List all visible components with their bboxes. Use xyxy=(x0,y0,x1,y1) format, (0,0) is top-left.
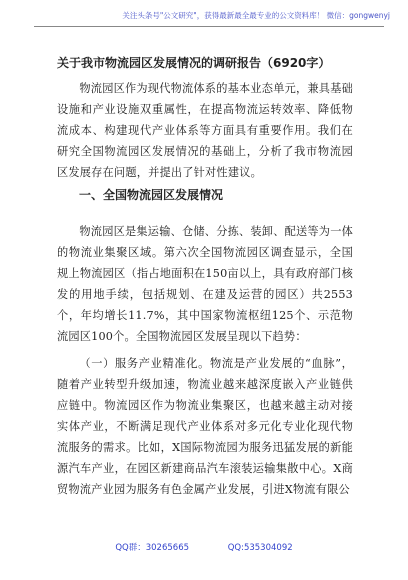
header-divider xyxy=(34,26,384,27)
header-banner: 关注头条号"公文研究"，获得最新最全最专业的公文资料库！ 微信：gongwenyj xyxy=(122,11,390,20)
body-paragraph-1: 物流园区是集运输、仓储、分拣、装卸、配送等为一体的物流业集聚区域。第六次全国物流园区调查显示，全国规上物流园区（指占地面积在150亩以上，具有政府部门核发的用地手续，包括规划、在建及运营的园区）共2553个，年均增长11.7%，其中国家物流枢纽125个、示范物流园区100个。全国物流园区发展呈现以下趋势： xyxy=(57,225,353,343)
body-paragraph-2: （一）服务产业精准化。物流是产业发展的“血脉”，随着产业转型升级加速，物流业越来越深度嵌入产业链供应链中。物流园区作为物流业集聚区，也越来越主动对接实体产业，不断满足现代产业体系对多元化专业化现代物流服务的需求。比如，X国际物流园为服务迅猛发展的新能源汽车产业，在园区新建商品汽车滚装运输集散中心。X商贸物流产业园为服务有色金属产业发展，引进X物流有限公 xyxy=(57,357,353,496)
footer-qq: QQ:535304092 xyxy=(227,543,293,553)
intro-paragraph: 物流园区作为现代物流体系的基本业态单元，兼具基础设施和产业设施双重属性，在提高物流运转效率、降低物流成本、构建现代产业体系等方面具有重要作用。我们在研究全国物流园区发展情况的基础上，分析了我市物流园区发展存在问题，并提出了针对性建议。 xyxy=(57,82,353,179)
document-title: 关于我市物流园区发展情况的调研报告（6920字） xyxy=(57,56,331,70)
footer-contact xyxy=(0,541,408,553)
footer-qq-group: QQ群：30265665 xyxy=(115,543,190,553)
section-heading: 一、全国物流园区发展情况 xyxy=(79,188,224,202)
